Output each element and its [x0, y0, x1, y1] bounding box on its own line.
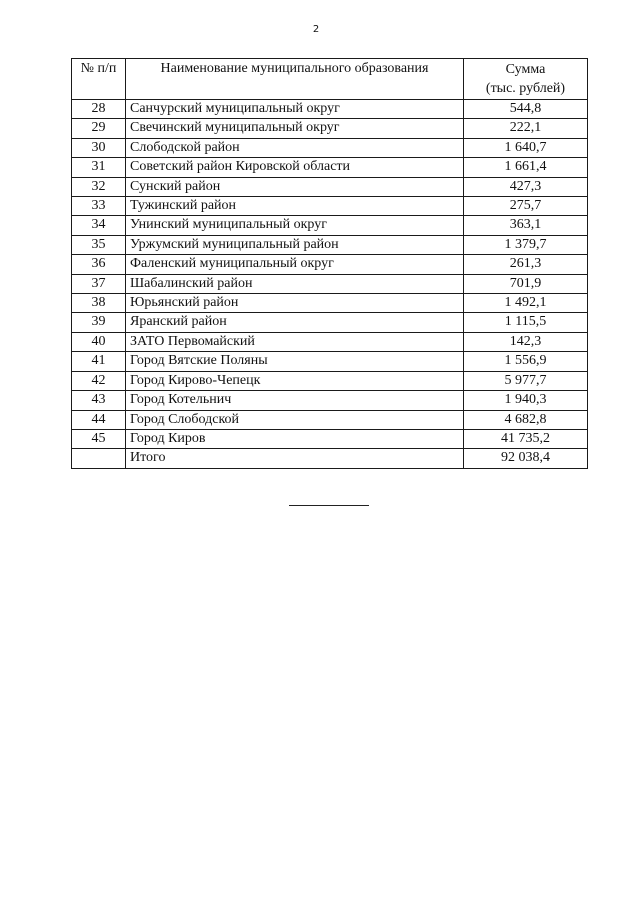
- table-row: [72, 255, 588, 274]
- table-row: [72, 391, 588, 410]
- row-number: 39: [72, 313, 126, 332]
- total-row: [72, 449, 588, 468]
- table-row: [72, 158, 588, 177]
- row-number: 44: [72, 410, 126, 429]
- table-row: [72, 313, 588, 332]
- row-sum: 41 735,2: [464, 429, 588, 448]
- row-name: ЗАТО Первомайский: [126, 332, 464, 351]
- row-number: 37: [72, 274, 126, 293]
- row-name: Город Котельнич: [126, 391, 464, 410]
- row-sum: 1 492,1: [464, 294, 588, 313]
- column-header-sum-unit: (тыс. рублей): [485, 81, 566, 96]
- row-number: 28: [72, 100, 126, 119]
- row-number: 30: [72, 138, 126, 157]
- row-name: Санчурский муниципальный округ: [126, 100, 464, 119]
- table-row: [72, 294, 588, 313]
- row-name: Яранский район: [126, 313, 464, 332]
- row-name: Сунский район: [126, 177, 464, 196]
- row-name: Уржумский муниципальный район: [126, 235, 464, 254]
- row-name: Город Кирово-Чепецк: [126, 371, 464, 390]
- column-header-sum: [464, 59, 588, 100]
- table-header-row: [72, 59, 588, 100]
- row-sum: 544,8: [464, 100, 588, 119]
- row-number: 45: [72, 429, 126, 448]
- column-header-number: № п/п: [72, 59, 126, 100]
- row-sum: 275,7: [464, 197, 588, 216]
- row-name: Шабалинский район: [126, 274, 464, 293]
- row-number: 35: [72, 235, 126, 254]
- total-sum: 92 038,4: [464, 449, 588, 468]
- row-sum: 363,1: [464, 216, 588, 235]
- row-name: Город Киров: [126, 429, 464, 448]
- row-number: 34: [72, 216, 126, 235]
- table-row: [72, 197, 588, 216]
- table-row: [72, 429, 588, 448]
- table-row: [72, 119, 588, 138]
- table-row: [72, 410, 588, 429]
- row-sum: 5 977,7: [464, 371, 588, 390]
- row-name: Город Слободской: [126, 410, 464, 429]
- row-sum: 1 115,5: [464, 313, 588, 332]
- row-sum: 1 661,4: [464, 158, 588, 177]
- row-name: Юрьянский район: [126, 294, 464, 313]
- row-sum: 1 379,7: [464, 235, 588, 254]
- row-name: Тужинский район: [126, 197, 464, 216]
- table-row: [72, 235, 588, 254]
- row-name: Фаленский муниципальный округ: [126, 255, 464, 274]
- row-number: 40: [72, 332, 126, 351]
- table-row: [72, 100, 588, 119]
- row-number: 31: [72, 158, 126, 177]
- table-row: [72, 138, 588, 157]
- column-header-name: Наименование муниципального образования: [126, 59, 464, 100]
- column-header-sum-title: Сумма: [505, 62, 546, 77]
- row-number: 38: [72, 294, 126, 313]
- table-body: [72, 100, 588, 469]
- row-number: 43: [72, 391, 126, 410]
- row-sum: 142,3: [464, 332, 588, 351]
- table-row: [72, 274, 588, 293]
- row-number: 32: [72, 177, 126, 196]
- row-name: Унинский муниципальный округ: [126, 216, 464, 235]
- row-name: Советский район Кировской области: [126, 158, 464, 177]
- row-sum: 701,9: [464, 274, 588, 293]
- row-number: 42: [72, 371, 126, 390]
- table-row: [72, 371, 588, 390]
- row-name: Свечинский муниципальный округ: [126, 119, 464, 138]
- end-of-document-line: [289, 505, 369, 506]
- table-row: [72, 352, 588, 371]
- row-sum: 427,3: [464, 177, 588, 196]
- table-row: [72, 177, 588, 196]
- table-row: [72, 332, 588, 351]
- municipal-sums-table: [71, 58, 588, 469]
- row-sum: 222,1: [464, 119, 588, 138]
- row-sum: 1 556,9: [464, 352, 588, 371]
- row-number: 33: [72, 197, 126, 216]
- row-sum: 261,3: [464, 255, 588, 274]
- page-number: 2: [312, 24, 320, 35]
- row-name: Город Вятские Поляны: [126, 352, 464, 371]
- row-sum: 1 940,3: [464, 391, 588, 410]
- row-number: 41: [72, 352, 126, 371]
- row-sum: 4 682,8: [464, 410, 588, 429]
- total-label: Итого: [126, 449, 464, 468]
- row-name: Слободской район: [126, 138, 464, 157]
- row-number: 36: [72, 255, 126, 274]
- table-row: [72, 216, 588, 235]
- row-sum: 1 640,7: [464, 138, 588, 157]
- total-number: [72, 449, 126, 468]
- row-number: 29: [72, 119, 126, 138]
